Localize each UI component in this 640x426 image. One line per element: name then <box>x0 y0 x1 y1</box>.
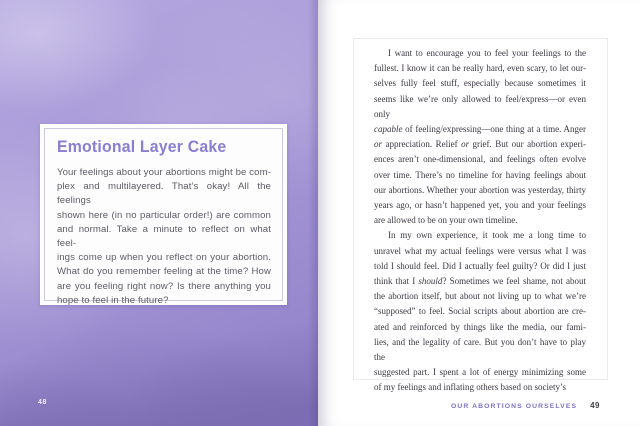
text-line: ated and reinforced by things like the media, our fami- <box>374 321 586 332</box>
text-line: suggested part. I spent a lot of energy minimizing some <box>374 367 586 378</box>
text-line: fullest. I know it can be really hard, even scary, to let our- <box>374 63 586 74</box>
feature-card <box>40 124 287 305</box>
text-line: ences aren’t one-dimensional, and feelings often evolve <box>374 154 586 165</box>
text-line: In my own experience, it took me a long time to <box>388 230 586 241</box>
text-line: think that I should? Sometimes we feel shame, not about <box>374 276 586 287</box>
card-title: Emotional Layer Cake <box>57 138 227 156</box>
text-line: of my feelings and inflating others based on society’s <box>374 382 566 393</box>
text-line: capable of feeling/expressing—one thing at a time. Anger <box>374 124 586 135</box>
text-line: Your feelings about your abortions might be com- <box>57 167 271 178</box>
text-line: told I should feel. Did I actually feel guilty? Or did I just <box>374 260 586 271</box>
text-line: unravel what my actual feelings were versus what I was <box>374 245 586 256</box>
paragraph <box>374 228 586 395</box>
right-page-number: 49 <box>590 401 600 410</box>
left-page-number: 48 <box>38 399 47 406</box>
text-line: years ago, or hasn’t happened yet, you and your feelings <box>374 200 586 211</box>
text-line: “supposed” to feel. Social scripts about abortion are cre- <box>374 306 586 317</box>
text-line: are you feeling right now? Is there anything you <box>57 280 271 292</box>
text-line: seems like we’re only allowed to feel/express—or even only <box>374 93 586 119</box>
right-page-footer <box>451 401 600 410</box>
paragraph <box>374 46 586 228</box>
text-line: over time. There’s no timeline for having feelings about <box>374 169 586 180</box>
running-head: OUR ABORTIONS OURSELVES <box>450 403 578 410</box>
card-content <box>57 138 271 306</box>
text-line: are allowed to be on your own timeline. <box>374 215 518 226</box>
right-page <box>318 0 640 426</box>
text-line: plex and multilayered. That’s okay! All the feelings <box>57 181 271 207</box>
text-line: hope to feel in the future? <box>57 294 169 306</box>
text-line: shown here (in no particular order!) are common <box>57 209 271 221</box>
text-line: What do you remember feeling at the time? How <box>57 266 271 278</box>
body-text <box>374 46 586 396</box>
text-line: ings come up when you reflect on your abortion. <box>57 252 271 264</box>
text-line: and normal. Take a minute to reflect on what feel- <box>57 223 271 250</box>
left-page <box>0 0 318 426</box>
text-line: the abortion itself, but about not living up to what we’re <box>374 291 586 302</box>
text-line: I want to encourage you to feel your feelings to the <box>388 48 586 58</box>
text-line: selves fully feel stuff, especially because sometimes it <box>374 78 586 89</box>
text-line: lies, and the legality of care. But you don’t have to play the <box>374 336 586 363</box>
text-line: our abortions. Whether your abortion was yesterday, thirty <box>374 184 586 195</box>
text-line: or appreciation. Relief or grief. But our abortion experi- <box>374 139 587 150</box>
card-body <box>57 166 271 308</box>
